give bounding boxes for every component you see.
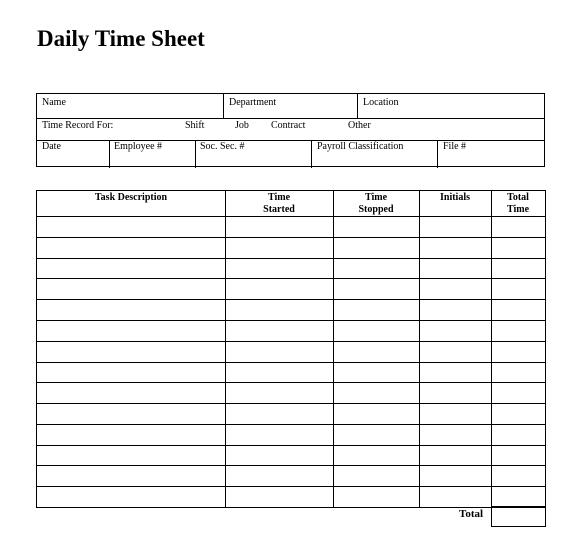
table-row-divider (37, 424, 545, 425)
divider (195, 140, 196, 168)
table-row-divider (37, 465, 545, 466)
header-text: Task Description (94, 192, 168, 203)
header-total-time (491, 192, 545, 216)
time-record-for-label: Time Record For: (42, 120, 114, 131)
table-row-divider (37, 445, 545, 446)
table-row-divider (37, 486, 545, 487)
table-row-divider (37, 341, 545, 342)
header-text: Time (267, 192, 291, 203)
shift-label: Shift (185, 120, 205, 131)
info-row-2 (37, 118, 544, 141)
column-divider (333, 191, 334, 507)
header-text: Total (507, 192, 529, 203)
total-cell[interactable] (491, 506, 546, 527)
header-text: Stopped (358, 204, 394, 215)
header-initials (419, 192, 491, 204)
other-label: Other (348, 120, 371, 131)
divider (357, 94, 358, 118)
table-row-divider (37, 237, 545, 238)
file-number-label: File # (443, 141, 467, 152)
header-text: Initials (439, 192, 470, 203)
header-text: Started (263, 204, 295, 215)
table-row-divider (37, 216, 545, 217)
employee-info-box (36, 93, 545, 167)
page-title: Daily Time Sheet (37, 26, 205, 51)
contract-label: Contract (271, 120, 306, 131)
table-row-divider (37, 320, 545, 321)
divider (437, 140, 438, 168)
divider (109, 140, 110, 168)
divider (223, 94, 224, 118)
info-row-1 (37, 94, 544, 119)
column-divider (419, 191, 420, 507)
header-time-stopped (333, 192, 419, 216)
column-divider (491, 191, 492, 507)
table-row-divider (37, 362, 545, 363)
time-sheet-table (36, 190, 546, 508)
employee-number-label: Employee # (114, 141, 163, 152)
info-row-3 (37, 140, 544, 168)
header-text: Time (506, 204, 530, 215)
column-divider (225, 191, 226, 507)
header-text: Time (364, 192, 388, 203)
total-label: Total (459, 508, 484, 520)
divider (311, 140, 312, 168)
department-label: Department (229, 97, 277, 108)
table-row-divider (37, 299, 545, 300)
header-time-started (225, 192, 333, 216)
header-task-description (37, 192, 225, 204)
date-label: Date (42, 141, 61, 152)
table-row-divider (37, 382, 545, 383)
name-label: Name (42, 97, 66, 108)
table-row-divider (37, 258, 545, 259)
table-row-divider (37, 278, 545, 279)
payroll-classification-label: Payroll Classification (317, 141, 404, 152)
job-label: Job (235, 120, 249, 131)
location-label: Location (363, 97, 399, 108)
soc-sec-label: Soc. Sec. # (200, 141, 245, 152)
table-row-divider (37, 403, 545, 404)
